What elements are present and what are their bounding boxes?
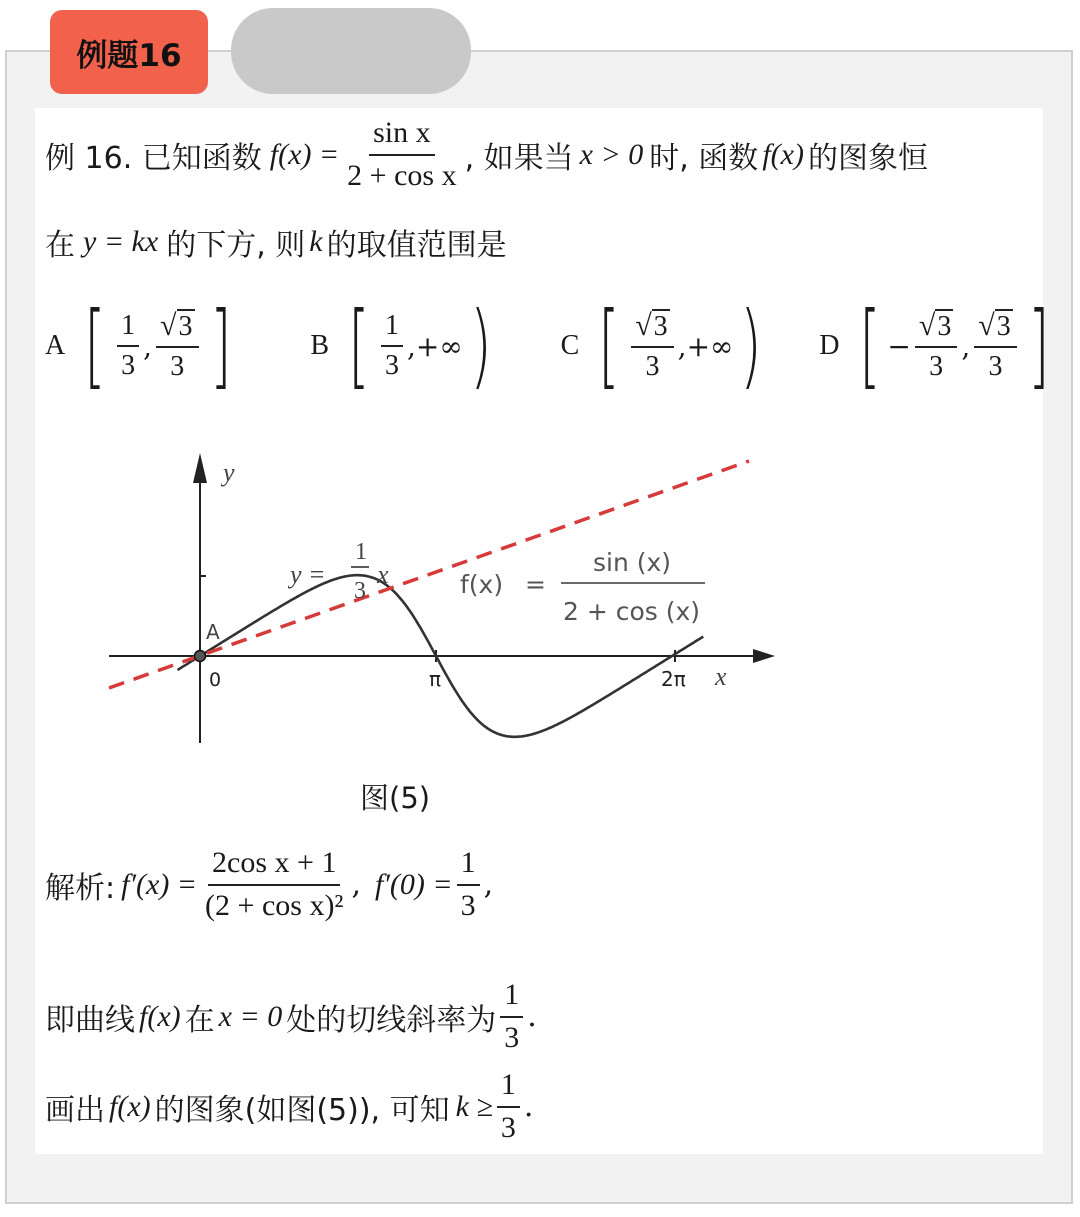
curve-label-lhs: f(x): [460, 570, 504, 599]
option-d-close: ]: [1027, 292, 1050, 399]
point-a-label: A: [206, 620, 220, 644]
problem-fx: f(x): [762, 137, 804, 171]
line2-k: k: [309, 225, 323, 258]
curve-label-den: 2 + cos (x): [563, 597, 701, 626]
y-axis-arrow: [193, 453, 207, 483]
f-lhs: f(x) =: [269, 137, 340, 171]
option-b-frac-num: 1: [381, 310, 403, 347]
option-a-letter: A: [45, 330, 66, 361]
option-c-frac-den: 3: [645, 351, 660, 383]
sol3-period: .: [523, 1089, 534, 1124]
option-a-frac2-num: √ 3: [156, 309, 198, 349]
options-row: [45, 292, 1057, 399]
option-c-frac: [631, 309, 673, 384]
at0-den: 3: [460, 888, 476, 922]
option-b-letter: B: [310, 330, 330, 361]
problem-prefix: 例 16. 已知函数: [45, 140, 262, 176]
problem-line-1: [45, 116, 928, 193]
y-axis-label: y: [223, 458, 235, 487]
example-tab-label: 例题16: [76, 37, 182, 74]
sol3-ineq: k ≥: [455, 1089, 493, 1123]
option-d-frac1-num: √ 3: [915, 309, 957, 349]
example-tab[interactable]: [50, 10, 208, 94]
figure-caption: 图(5): [360, 781, 431, 815]
option-c-letter: C: [560, 330, 580, 361]
option-a-open: [: [84, 292, 106, 399]
option-a-frac1-num: 1: [117, 310, 139, 347]
option-a-frac1: [117, 310, 139, 382]
sol3-b: 的图象(如图(5)), 可知: [154, 1092, 450, 1128]
option-d-frac1: [915, 309, 957, 384]
sol2-a: 即曲线: [45, 1002, 135, 1038]
problem-frac-den: 2 + cos x: [347, 158, 457, 192]
sol2-b: 在: [184, 1002, 215, 1038]
option-a[interactable]: A [ $\frac{1}{3}$ , √ 3 3 ]: [45, 292, 232, 399]
option-b-close: ): [469, 292, 492, 399]
sol2-fraction: [500, 978, 523, 1055]
problem-frac-num: sin x: [369, 116, 435, 156]
sol3-num: 1: [497, 1068, 520, 1108]
option-c-frac-num: √ 3: [631, 309, 673, 349]
function-graph: [105, 443, 785, 753]
x-axis-label: x: [715, 662, 727, 691]
at0-lhs: f′(0) =: [374, 867, 453, 901]
option-b-open: [: [348, 292, 370, 399]
problem-tail: 时, 函数: [649, 140, 759, 176]
sol3-fraction: [497, 1068, 520, 1145]
origin-point: [195, 651, 206, 662]
option-a-frac1-den: 3: [121, 350, 136, 381]
line2-c: 的取值范围是: [326, 228, 507, 263]
at0-num: 1: [457, 846, 480, 886]
solution-sep: ,: [351, 867, 361, 902]
solution-sep-2: ,: [483, 867, 494, 902]
problem-condition: x > 0: [579, 137, 644, 171]
option-b-frac: [381, 310, 403, 382]
option-d-frac2-num: √ 3: [974, 309, 1016, 349]
line2-a: 在: [45, 228, 75, 263]
option-d-open: [: [858, 292, 881, 399]
sol3-fx: f(x): [109, 1089, 151, 1123]
sol2-eq: x = 0: [218, 999, 283, 1033]
line-label-den: 3: [354, 578, 366, 604]
sol2-fx: f(x): [139, 999, 181, 1033]
solution-line-3: [45, 1068, 533, 1145]
problem-end: 的图象恒: [807, 140, 928, 176]
solution-line-2: [45, 978, 537, 1055]
origin-label: 0: [209, 669, 222, 691]
deriv-lhs: f′(x) =: [121, 867, 198, 901]
curve-label-num: sin (x): [593, 548, 672, 577]
problem-line-2: [45, 220, 507, 264]
option-c-open: [: [598, 292, 621, 399]
option-d-frac2: [974, 309, 1016, 384]
line-label-num: 1: [355, 539, 367, 565]
sol2-c: 处的切线斜率为: [286, 1002, 497, 1038]
option-d-letter: D: [819, 330, 840, 361]
pi-label: π: [429, 667, 442, 691]
deriv-num: 2cos x + 1: [208, 846, 340, 886]
two-pi-label: 2π: [661, 667, 686, 691]
at0-fraction: [457, 846, 480, 923]
deriv-den: (2 + cos x)²: [205, 888, 344, 922]
line-label-lhs: y =: [290, 560, 326, 589]
line2-eq: y = kx: [83, 225, 159, 258]
option-d[interactable]: D [ − √ 3 3 , √ 3 3 ]: [819, 292, 1050, 399]
solution-line-1: [45, 846, 493, 923]
x-axis-arrow: [753, 649, 775, 663]
curve-label-eq: =: [525, 570, 546, 599]
option-c-close: ): [740, 292, 763, 399]
line-label-var: x: [377, 560, 389, 589]
sol2-num: 1: [500, 978, 523, 1018]
option-c[interactable]: C [ √ 3 3 ,+∞ ): [560, 292, 763, 399]
sol2-period: .: [527, 999, 537, 1034]
option-d-frac1-den: 3: [929, 351, 944, 383]
problem-middle: , 如果当: [464, 140, 574, 176]
option-b-frac-den: 3: [385, 350, 400, 381]
problem-paper: [35, 108, 1050, 1154]
deriv-fraction: [201, 846, 347, 923]
line2-b: 的下方, 则: [166, 228, 306, 263]
solution-label: 解析:: [45, 870, 116, 906]
sol3-a: 画出: [45, 1092, 105, 1128]
problem-fraction: [343, 116, 460, 193]
option-d-frac2-den: 3: [988, 351, 1003, 383]
option-a-frac2-den: 3: [170, 351, 185, 383]
option-a-close: ]: [209, 292, 232, 399]
sol2-den: 3: [504, 1020, 520, 1054]
sol3-den: 3: [500, 1110, 516, 1144]
option-a-frac2: [156, 309, 198, 384]
blank-tab[interactable]: [231, 8, 471, 94]
option-b[interactable]: B [ $\frac{1}{3}$ ,+∞ ): [310, 292, 492, 399]
